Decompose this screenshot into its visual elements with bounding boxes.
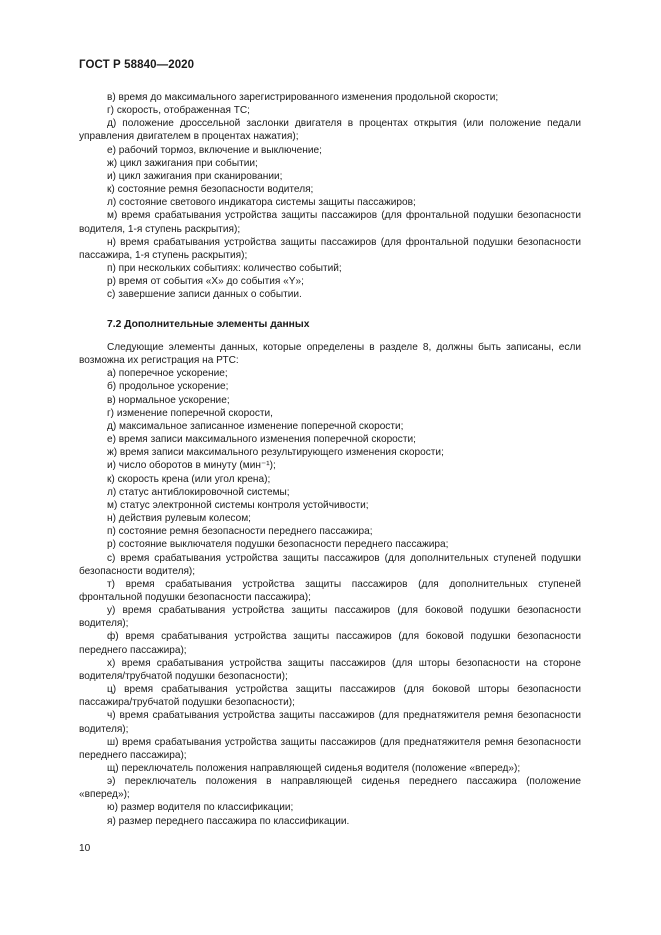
list-item: л) состояние светового индикатора системы защиты пассажиров; [107,197,416,209]
list-item: н) время срабатывания устройства защиты пассажиров (для фронтальной подушки безопасности пассажира, 1-я ступень раскрытия); [79,236,581,261]
list-item: т) время срабатывания устройства защиты пассажиров (для дополнительных ступеней фронтальной подушки безопасности пассажира); [79,578,581,603]
list-item: д) максимальное записанное изменение поперечной скорости; [107,420,404,432]
list-item: и) цикл зажигания при сканировании; [107,170,283,182]
list-item: л) статус антиблокировочной системы; [107,486,290,498]
list-item: в) время до максимального зарегистрированного изменения продольной скорости; [107,92,499,103]
list-item: ш) время срабатывания устройства защиты пассажиров (для преднатяжителя ремня безопасности переднего пассажира); [79,736,581,761]
list-item: р) состояние выключателя подушки безопасности переднего пассажира; [107,539,449,551]
list-item: р) время от события «X» до события «Y»; [107,276,304,288]
list-item: е) рабочий тормоз, включение и выключение; [107,144,322,156]
data-elements-list-continued [79,91,581,302]
list-item: у) время срабатывания устройства защиты пассажиров (для боковой подушки безопасности водителя); [79,605,581,630]
list-item: с) завершение записи данных о событии. [107,289,302,301]
section-heading: 7.2 Дополнительные элементы данных [107,319,310,330]
list-item: е) время записи максимального изменения поперечной скорости; [107,434,416,446]
list-item: и) число оборотов в минуту (мин⁻¹); [107,460,276,472]
intro-paragraph: Следующие элементы данных, которые определены в разделе 8, должны быть записаны, если возможна их регистрация на РТС: [79,342,581,367]
list-item: в) нормальное ускорение; [107,394,230,406]
list-item: ж) время записи максимального результирующего изменения скорости; [107,447,444,459]
list-item: б) продольное ускорение; [107,381,229,393]
list-item: г) скорость, отображенная ТС; [107,105,250,117]
page-number: 10 [79,843,91,854]
list-item: щ) переключатель положения направляющей сиденья водителя (положение «вперед»); [107,763,521,774]
list-item: ф) время срабатывания устройства защиты пассажиров (для боковой подушки безопасности переднего пассажира); [79,631,581,656]
list-item: н) действия рулевым колесом; [107,513,251,525]
list-item: ц) время срабатывания устройства защиты пассажиров (для боковой шторы безопасности пассажира/трубчатой подушки безопасности); [79,684,581,709]
list-item: м) время срабатывания устройства защиты пассажиров (для фронтальной подушки безопасности водителя, 1-я ступень раскрытия); [79,210,581,235]
list-item: к) состояние ремня безопасности водителя; [107,184,314,196]
list-item: к) скорость крена (или угол крена); [107,473,271,485]
list-item: э) переключатель положения в направляющей сиденья переднего пассажира (положение «вперед»); [79,776,581,801]
list-item: п) состояние ремня безопасности переднего пассажира; [107,526,373,538]
list-item: с) время срабатывания устройства защиты пассажиров (для дополнительных ступеней подушки безопасности водителя); [79,552,581,577]
list-item: ж) цикл зажигания при событии; [107,157,258,169]
list-item: а) поперечное ускорение; [107,368,228,380]
list-item: х) время срабатывания устройства защиты пассажиров (для шторы безопасности на стороне водителя/трубчатой подушки безопасности); [79,657,581,682]
additional-data-elements-list [79,341,581,828]
list-item: ю) размер водителя по классификации; [107,802,294,814]
list-item: ч) время срабатывания устройства защиты пассажиров (для преднатяжителя ремня безопасности водителя); [79,710,581,735]
list-item: я) размер переднего пассажира по классификации. [107,815,350,827]
list-item: д) положение дроссельной заслонки двигателя в процентах открытия (или положение педали управления двигателем в процентах нажатия); [79,118,581,143]
list-item: п) при нескольких событиях: количество событий; [107,263,342,275]
list-item: г) изменение поперечной скорости, [107,407,273,419]
list-item: м) статус электронной системы контроля устойчивости; [107,499,369,511]
standard-designation: ГОСТ Р 58840—2020 [79,59,195,71]
